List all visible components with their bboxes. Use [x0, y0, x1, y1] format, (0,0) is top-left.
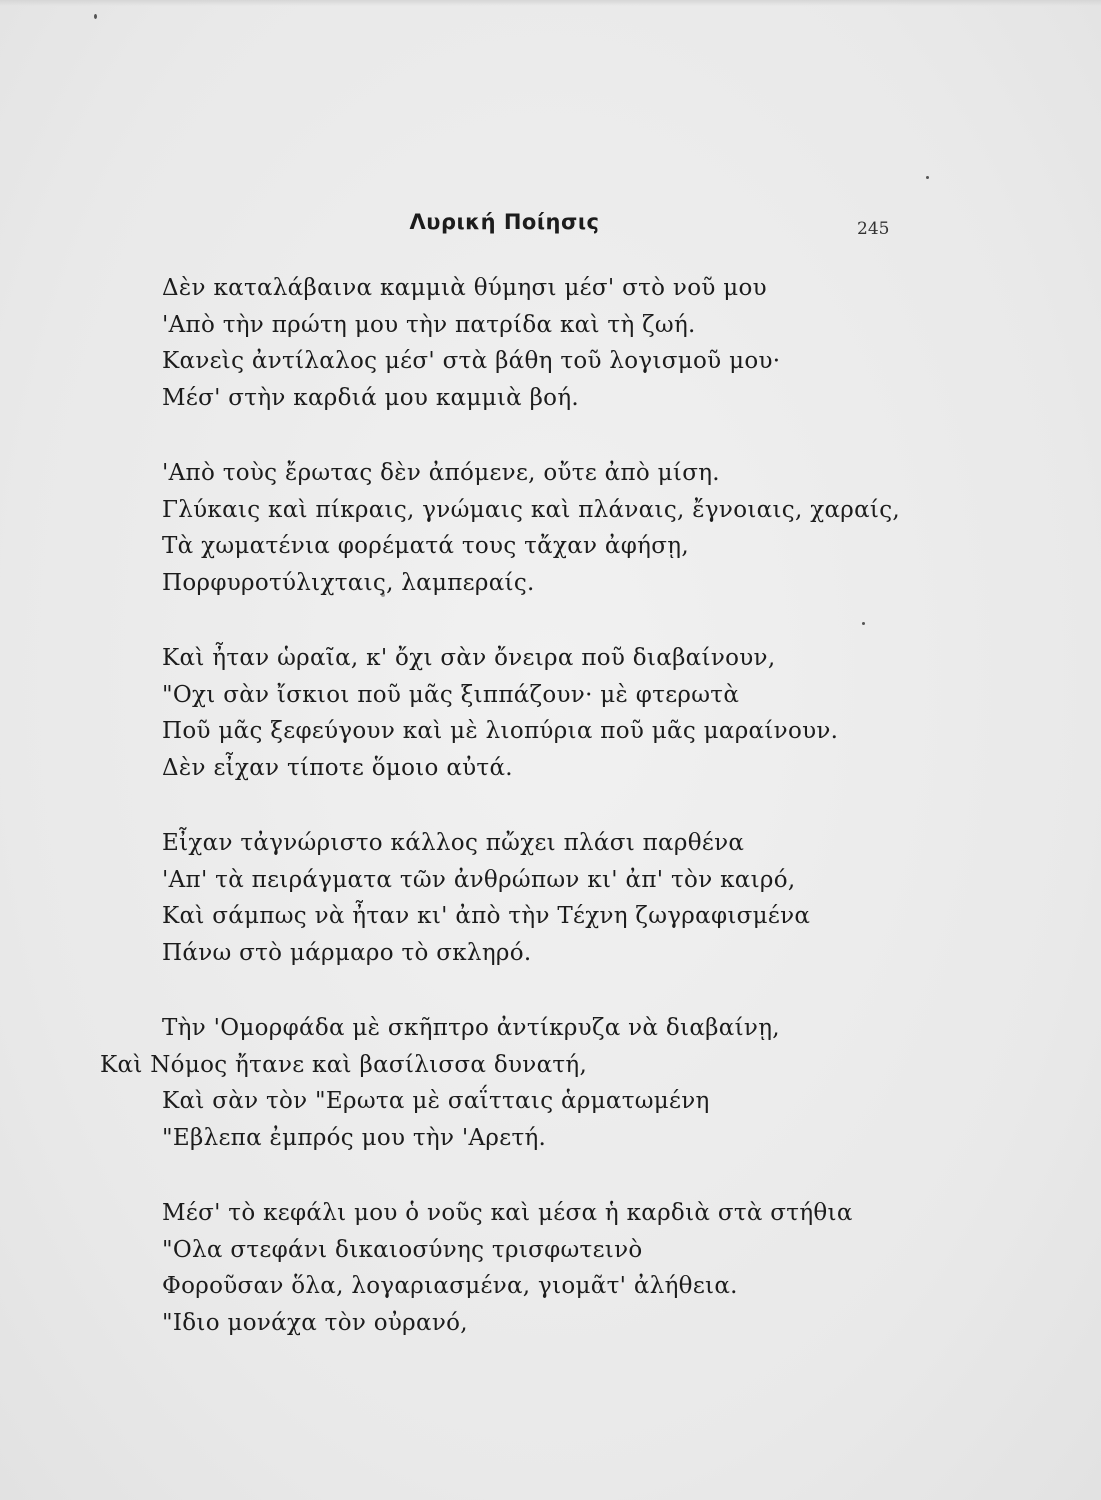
page-number: 245 [857, 219, 890, 239]
verse-line: Καὶ σάμπως νὰ ἦταν κι' ἀπὸ τὴν Τέχνη ζωγραφισμένα [162, 903, 811, 929]
verse-line: Τὴν 'Ομορφάδα μὲ σκῆπτρο ἀντίκρυζα νὰ διαβαίνῃ, [162, 1015, 780, 1041]
stanza [0, 825, 1101, 971]
verse-line: Φοροῦσαν ὅλα, λογαριασμένα, γιομᾶτ' ἀλήθεια. [162, 1273, 738, 1299]
verse-line: Ποῦ μᾶς ξεφεύγουν καὶ μὲ λιοπύρια ποῦ μᾶς μαραίνουν. [162, 718, 839, 744]
print-speck [94, 14, 97, 19]
stanza [0, 1195, 1101, 1341]
verse-line: Δὲν εἶχαν τίποτε ὅμοιο αὐτά. [162, 754, 513, 781]
stanza [0, 455, 1101, 601]
verse-line: 'Απ' τὰ πειράγματα τῶν ἀνθρώπων κι' ἀπ' τὸν καιρό, [162, 866, 796, 893]
verse-line: Δὲν καταλάβαινα καμμιὰ θύμησι μέσ' στὸ νοῦ μου [162, 275, 767, 301]
verse-line: Μέσ' στὴν καρδιά μου καμμιὰ βοή. [162, 384, 580, 411]
verse-line: Μέσ' τὸ κεφάλι μου ὁ νοῦς καὶ μέσα ἡ καρδιὰ στὰ στήθια [162, 1200, 853, 1226]
page-top-edge [0, 0, 1101, 6]
verse-line: Εἶχαν τἀγνώριστο κάλλος πὤχει πλάσι παρθένα [162, 830, 745, 856]
verse-line: Καὶ ἦταν ὡραῖα, κ' ὄχι σὰν ὄνειρα ποῦ διαβαίνουν, [162, 645, 776, 671]
verse-line: Κανεὶς ἀντίλαλος μέσ' στὰ βάθη τοῦ λογισμοῦ μου· [162, 348, 781, 374]
verse-line: Πάνω στὸ μάρμαρο τὸ σκληρό. [162, 939, 532, 966]
verse-line: "Οχι σὰν ἴσκιοι ποῦ μᾶς ξιππάζουν· μὲ φτερωτὰ [162, 681, 740, 708]
running-header-title: Λυρική Ποίησις [409, 210, 600, 234]
verse-line: 'Απὸ τοὺς ἔρωτας δὲν ἀπόμενε, οὔτε ἀπὸ μίση. [162, 460, 720, 486]
stanza [0, 270, 1101, 416]
print-speck [926, 176, 929, 179]
verse-line: "Εβλεπα ἐμπρός μου τὴν 'Αρετή. [162, 1124, 547, 1151]
verse-line: Πορφυροτύλιχταις, λαμπεραίς. [162, 569, 535, 596]
verse-line: 'Απὸ τὴν πρώτη μου τὴν πατρίδα καὶ τὴ ζωή. [162, 311, 696, 338]
verse-line: Καὶ Νόμος ἤτανε καὶ βασίλισσα δυνατή, [100, 1051, 588, 1078]
verse-line: "Ιδιο μονάχα τὸν οὐρανό, [162, 1309, 468, 1336]
verse-line: Τὰ χωματένια φορέματά τους τἄχαν ἀφήσῃ, [162, 533, 689, 559]
stanza [0, 640, 1101, 786]
verse-line: Καὶ σὰν τὸν "Ερωτα μὲ σαΐτταις ἁρματωμένη [162, 1088, 710, 1114]
verse-line: "Ολα στεφάνι δικαιοσύνης τρισφωτεινὸ [162, 1236, 643, 1263]
verse-line: Γλύκαις καὶ πίκραις, γνώμαις καὶ πλάναις, ἔγνοιαις, χαραίς, [162, 496, 901, 523]
stanza [0, 1010, 1101, 1156]
poem-body [0, 270, 1101, 1380]
